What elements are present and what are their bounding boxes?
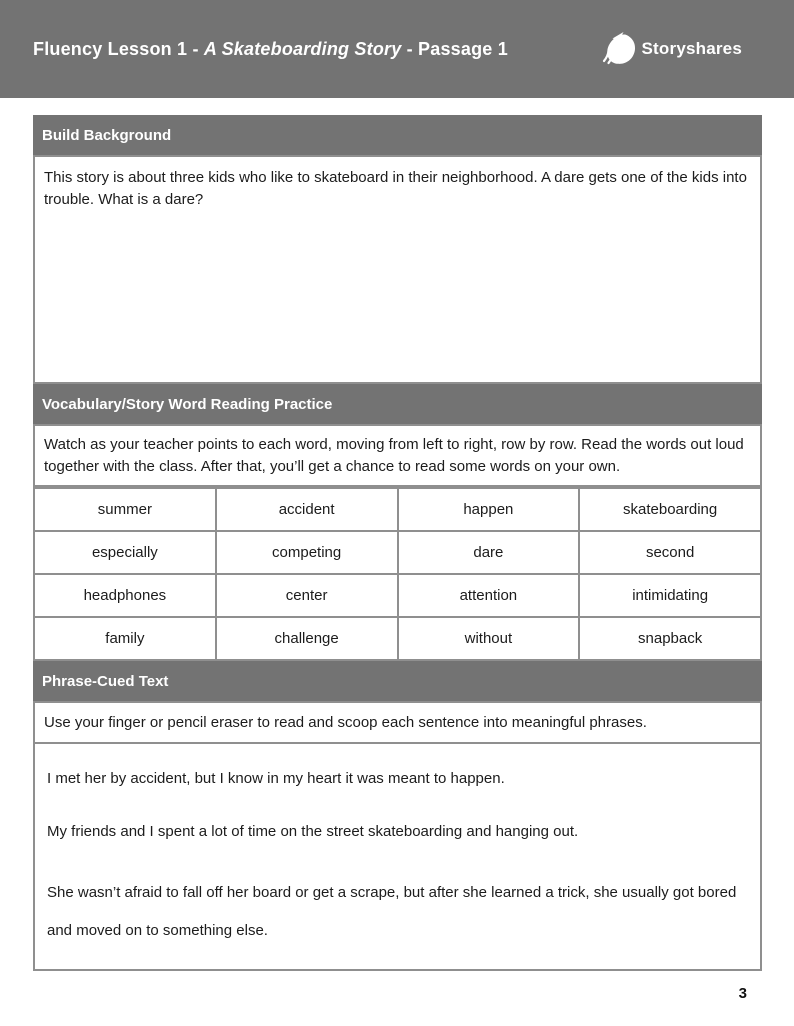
sentence: I met her by accident, but I know in my heart it was meant to happen. bbox=[47, 770, 505, 787]
phrase-cued-instructions-text: Use your finger or pencil eraser to read and scoop each sentence into meaningful phrases. bbox=[44, 713, 647, 731]
vocabulary-instructions bbox=[33, 424, 762, 487]
word-cell: attention bbox=[398, 574, 580, 617]
brand-logo bbox=[600, 30, 742, 68]
sentence: My friends and I spent a lot of time on the street skateboarding and hanging out. bbox=[47, 823, 579, 840]
brand-name: Storyshares bbox=[641, 39, 742, 58]
build-background-body bbox=[33, 155, 762, 384]
word-cell: dare bbox=[398, 531, 580, 574]
storyshares-book-icon bbox=[600, 30, 637, 68]
word-cell: especially bbox=[34, 531, 216, 574]
page-title-suffix: - Passage 1 bbox=[401, 38, 508, 59]
worksheet-content bbox=[33, 115, 762, 971]
word-cell: competing bbox=[216, 531, 398, 574]
page-number: 3 bbox=[738, 985, 747, 1002]
word-table-row bbox=[34, 574, 761, 617]
word-cell: challenge bbox=[216, 617, 398, 660]
phrase-cued-instructions bbox=[33, 701, 762, 744]
word-cell: skateboarding bbox=[579, 488, 761, 531]
vocabulary-word-table bbox=[33, 487, 762, 661]
section-header-label: Phrase-Cued Text bbox=[42, 672, 169, 690]
build-background-text: This story is about three kids who like to skateboard in their neighborhood. A dare gets one of the kids into trouble. What is a dare? bbox=[44, 169, 747, 208]
phrase-cued-sentences-box bbox=[33, 744, 762, 971]
word-cell: family bbox=[34, 617, 216, 660]
section-header-build-background bbox=[33, 115, 762, 155]
word-cell: without bbox=[398, 617, 580, 660]
section-header-label: Build Background bbox=[42, 126, 172, 144]
word-cell: summer bbox=[34, 488, 216, 531]
vocabulary-instructions-text: Watch as your teacher points to each word, moving from left to right, row by row. Read the words out loud together with the class. After that, you’ll get a chance to read some words on your own. bbox=[44, 436, 744, 475]
word-cell: center bbox=[216, 574, 398, 617]
word-cell: headphones bbox=[34, 574, 216, 617]
word-table-row bbox=[34, 531, 761, 574]
word-table-row bbox=[34, 488, 761, 531]
word-cell: intimidating bbox=[579, 574, 761, 617]
word-cell: happen bbox=[398, 488, 580, 531]
page-title-story-name: A Skateboarding Story bbox=[203, 38, 402, 59]
page-title bbox=[33, 39, 508, 60]
sentence: She wasn’t afraid to fall off her board or get a scrape, but after she learned a trick, she usually got bored and moved on to something else. bbox=[47, 884, 737, 939]
word-cell: snapback bbox=[579, 617, 761, 660]
word-cell: second bbox=[579, 531, 761, 574]
page-header-bar bbox=[0, 0, 794, 98]
section-header-vocabulary bbox=[33, 384, 762, 424]
word-cell: accident bbox=[216, 488, 398, 531]
section-header-phrase-cued bbox=[33, 661, 762, 701]
word-table-row bbox=[34, 617, 761, 660]
page-title-prefix: Fluency Lesson 1 - bbox=[33, 38, 204, 59]
section-header-label: Vocabulary/Story Word Reading Practice bbox=[42, 395, 333, 413]
